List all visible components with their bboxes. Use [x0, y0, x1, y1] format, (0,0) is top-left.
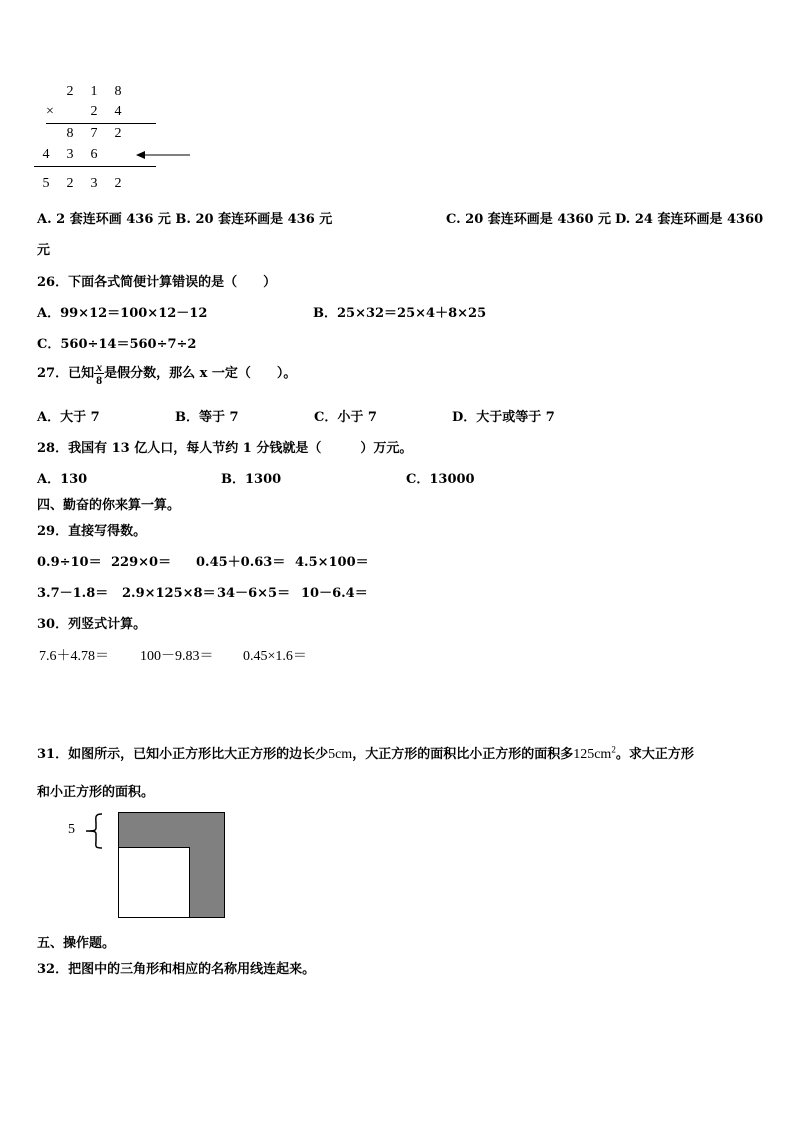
q27-option-a: A．大于 7 [37, 410, 100, 425]
q30-stem: 30．列竖式计算。 [37, 617, 147, 632]
q29-item: 4.5×100＝ [295, 555, 369, 570]
mult-digit: 5 [42, 176, 50, 191]
mult-digit: 8 [66, 126, 74, 141]
q27-option-d: D．大于或等于 7 [452, 410, 555, 425]
q29-item: 229×0＝ [111, 555, 172, 570]
q25-option-d: D. 24 套连环画是 4360 [615, 212, 764, 227]
mult-digit: 2 [90, 104, 98, 119]
arrow-left-icon [136, 149, 192, 161]
q31-stem-line2: 和小正方形的面积。 [37, 785, 155, 800]
q28-stem: 28．我国有 13 亿人口，每人节约 1 分钱就是（ ）万元。 [37, 441, 413, 456]
mult-digit: 2 [66, 176, 74, 191]
q31-text: 31．如图所示，已知小正方形比大正方形的边长少 [37, 747, 329, 762]
mult-digit: 4 [114, 104, 122, 119]
q29-item: 0.9÷10＝ [37, 555, 102, 570]
fraction-x-over-8 [94, 361, 104, 386]
q28-option-a: A．130 [37, 472, 88, 487]
q31-area-exponent: 2 [611, 744, 616, 755]
q27-option-b: B．等于 7 [175, 410, 239, 425]
q31-stem-line1 [37, 743, 694, 763]
left-brace-icon [80, 812, 106, 852]
q27-stem [37, 361, 296, 386]
q26-stem: 26．下面各式简便计算错误的是（ ） [37, 275, 277, 290]
q31-text: ，大正方形的面积比小正方形的面积多 [352, 747, 574, 762]
mult-rule [46, 123, 156, 124]
q28-option-c: C．13000 [406, 472, 475, 487]
q31-length: 5cm [328, 747, 353, 762]
q32-stem: 32．把图中的三角形和相应的名称用线连起来。 [37, 962, 316, 977]
mult-digit: 2 [114, 176, 122, 191]
mult-digit: 7 [90, 126, 98, 141]
q27-option-c: C．小于 7 [314, 410, 377, 425]
mult-digit: 4 [42, 147, 50, 162]
mult-rule [34, 166, 156, 167]
small-square [118, 847, 190, 918]
section-5-heading: 五、操作题。 [37, 936, 116, 951]
mult-digit: 8 [114, 84, 122, 99]
q27-stem-post: 是假分数，那么 x 一定（ ）。 [104, 366, 297, 381]
mult-digit: 6 [90, 147, 98, 162]
fraction-denominator: 8 [96, 373, 103, 387]
mult-digit: 3 [66, 147, 74, 162]
q29-stem: 29．直接写得数。 [37, 524, 147, 539]
q28-option-b: B．1300 [221, 472, 282, 487]
mult-digit: 2 [66, 84, 74, 99]
figure-label-5: 5 [68, 822, 75, 837]
q25-option-ab: A. 2 套连环画 436 元 B. 20 套连环画是 436 元 [37, 212, 333, 227]
mult-digit: 1 [90, 84, 98, 99]
q25-option-c: C. 20 套连环画是 4360 元 [446, 212, 612, 227]
section-4-heading: 四、勤奋的你来算一算。 [37, 498, 181, 513]
q29-item: 0.45＋0.63＝ [196, 555, 286, 570]
mult-digit: 3 [90, 176, 98, 191]
q26-option-b: B．25×32＝25×4＋8×25 [313, 306, 487, 321]
q27-stem-pre: 27．已知 [37, 366, 95, 381]
q31-text: 。求大正方形 [615, 747, 694, 762]
times-sign: × [46, 104, 54, 119]
q31-area: 125cm [573, 747, 612, 762]
q29-item: 3.7－1.8＝ [37, 586, 109, 601]
q26-option-c: C．560÷14＝560÷7÷2 [37, 337, 197, 352]
q29-item: 10－6.4＝ [301, 586, 368, 601]
q30-item: 100－9.83＝ [140, 649, 214, 664]
q30-item: 0.45×1.6＝ [243, 649, 307, 664]
q29-item: 2.9×125×8＝ [122, 586, 216, 601]
fraction-numerator: x [96, 360, 103, 374]
q29-item: 34－6×5＝ [217, 586, 291, 601]
q25-option-d-tail: 元 [37, 243, 51, 258]
q26-option-a: A．99×12＝100×12－12 [37, 306, 208, 321]
mult-digit: 2 [114, 126, 122, 141]
q30-item: 7.6＋4.78＝ [39, 649, 109, 664]
